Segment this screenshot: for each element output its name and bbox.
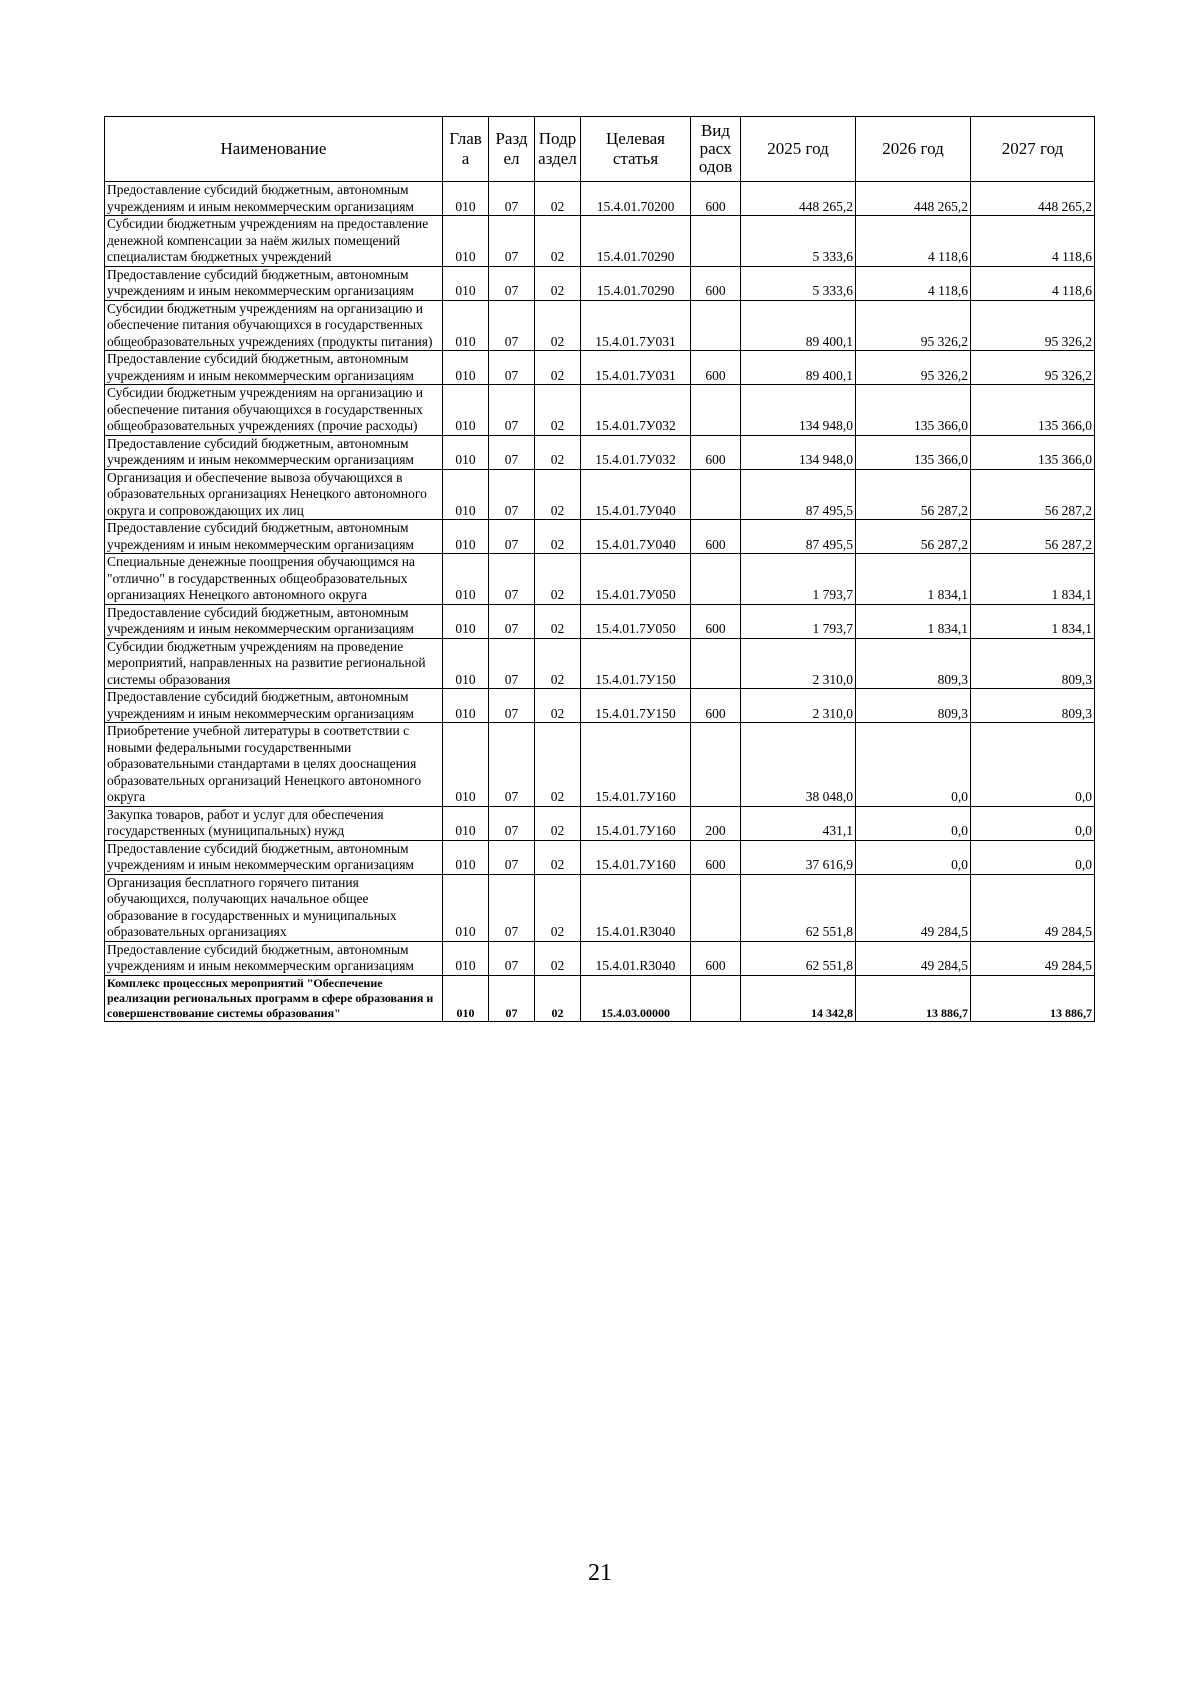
cell-glava: 010 <box>443 840 489 874</box>
cell-razdel: 07 <box>489 874 535 941</box>
table-row <box>105 840 1095 874</box>
table-body <box>105 182 1095 1022</box>
cell-name: Организация бесплатного горячего питания обучающихся, получающих начальное общее образование в государственных и муниципальных образовательных организациях <box>105 874 443 941</box>
cell-glava: 010 <box>443 469 489 520</box>
cell-name: Субсидии бюджетным учреждениям на организацию и обеспечение питания обучающихся в государственных общеобразовательных учреждениях (прочие расходы) <box>105 385 443 436</box>
cell-vid: 600 <box>691 182 741 216</box>
table-row <box>105 554 1095 605</box>
cell-glava: 010 <box>443 554 489 605</box>
cell-name: Специальные денежные поощрения обучающимся на "отлично" в государственных общеобразовательных организациях Ненецкого автономного округа <box>105 554 443 605</box>
cell-name: Предоставление субсидий бюджетным, автономным учреждениям и иным некоммерческим организациям <box>105 182 443 216</box>
cell-target: 15.4.03.00000 <box>581 975 691 1021</box>
cell-2027: 13 886,7 <box>971 975 1095 1021</box>
cell-2027: 95 326,2 <box>971 300 1095 351</box>
cell-2025: 38 048,0 <box>741 723 856 807</box>
cell-target: 15.4.01.R3040 <box>581 941 691 975</box>
budget-sheet <box>104 116 1094 1022</box>
cell-2026: 0,0 <box>856 840 971 874</box>
cell-podrazdel: 02 <box>535 351 581 385</box>
cell-name: Предоставление субсидий бюджетным, автономным учреждениям и иным некоммерческим организациям <box>105 351 443 385</box>
cell-target: 15.4.01.70290 <box>581 266 691 300</box>
table-row <box>105 469 1095 520</box>
table-row <box>105 604 1095 638</box>
cell-2026: 0,0 <box>856 806 971 840</box>
cell-2025: 37 616,9 <box>741 840 856 874</box>
cell-razdel: 07 <box>489 554 535 605</box>
cell-glava: 010 <box>443 266 489 300</box>
cell-vid: 600 <box>691 435 741 469</box>
cell-2027: 56 287,2 <box>971 469 1095 520</box>
cell-razdel: 07 <box>489 689 535 723</box>
cell-2025: 2 310,0 <box>741 689 856 723</box>
cell-name: Предоставление субсидий бюджетным, автономным учреждениям и иным некоммерческим организациям <box>105 266 443 300</box>
page-number: 21 <box>588 1560 612 1586</box>
cell-vid: 600 <box>691 689 741 723</box>
cell-name: Предоставление субсидий бюджетным, автономным учреждениям и иным некоммерческим организациям <box>105 941 443 975</box>
cell-razdel: 07 <box>489 520 535 554</box>
cell-podrazdel: 02 <box>535 385 581 436</box>
table-row <box>105 689 1095 723</box>
table-row <box>105 435 1095 469</box>
header-2025: 2025 год <box>741 117 856 182</box>
cell-vid: 600 <box>691 840 741 874</box>
cell-razdel: 07 <box>489 216 535 267</box>
cell-2025: 89 400,1 <box>741 351 856 385</box>
cell-razdel: 07 <box>489 351 535 385</box>
cell-podrazdel: 02 <box>535 874 581 941</box>
cell-podrazdel: 02 <box>535 840 581 874</box>
cell-target: 15.4.01.7У160 <box>581 806 691 840</box>
cell-podrazdel: 02 <box>535 182 581 216</box>
cell-podrazdel: 02 <box>535 806 581 840</box>
cell-podrazdel: 02 <box>535 435 581 469</box>
cell-2026: 95 326,2 <box>856 351 971 385</box>
cell-podrazdel: 02 <box>535 638 581 689</box>
cell-2026: 809,3 <box>856 638 971 689</box>
cell-2027: 0,0 <box>971 806 1095 840</box>
cell-2027: 135 366,0 <box>971 385 1095 436</box>
cell-2025: 89 400,1 <box>741 300 856 351</box>
table-row <box>105 941 1095 975</box>
cell-target: 15.4.01.7У031 <box>581 300 691 351</box>
cell-target: 15.4.01.70200 <box>581 182 691 216</box>
cell-target: 15.4.01.7У150 <box>581 638 691 689</box>
cell-2025: 134 948,0 <box>741 435 856 469</box>
cell-glava: 010 <box>443 182 489 216</box>
cell-podrazdel: 02 <box>535 975 581 1021</box>
cell-2027: 1 834,1 <box>971 604 1095 638</box>
cell-2025: 134 948,0 <box>741 385 856 436</box>
cell-2027: 95 326,2 <box>971 351 1095 385</box>
cell-glava: 010 <box>443 689 489 723</box>
cell-razdel: 07 <box>489 941 535 975</box>
cell-name: Предоставление субсидий бюджетным, автономным учреждениям и иным некоммерческим организациям <box>105 604 443 638</box>
cell-razdel: 07 <box>489 182 535 216</box>
cell-2025: 62 551,8 <box>741 941 856 975</box>
cell-podrazdel: 02 <box>535 941 581 975</box>
cell-2027: 56 287,2 <box>971 520 1095 554</box>
cell-vid: 600 <box>691 351 741 385</box>
cell-glava: 010 <box>443 638 489 689</box>
cell-2025: 448 265,2 <box>741 182 856 216</box>
cell-podrazdel: 02 <box>535 554 581 605</box>
header-glava: Глав а <box>443 117 489 182</box>
cell-razdel: 07 <box>489 638 535 689</box>
cell-glava: 010 <box>443 874 489 941</box>
cell-name: Субсидии бюджетным учреждениям на организацию и обеспечение питания обучающихся в государственных общеобразовательных учреждениях (продукты питания) <box>105 300 443 351</box>
table-row <box>105 300 1095 351</box>
cell-glava: 010 <box>443 604 489 638</box>
cell-vid <box>691 300 741 351</box>
cell-podrazdel: 02 <box>535 266 581 300</box>
cell-target: 15.4.01.R3040 <box>581 874 691 941</box>
cell-vid <box>691 469 741 520</box>
cell-2025: 5 333,6 <box>741 266 856 300</box>
cell-vid <box>691 874 741 941</box>
cell-vid: 600 <box>691 520 741 554</box>
cell-2027: 49 284,5 <box>971 874 1095 941</box>
cell-2025: 2 310,0 <box>741 638 856 689</box>
cell-2027: 0,0 <box>971 723 1095 807</box>
cell-2026: 0,0 <box>856 723 971 807</box>
cell-razdel: 07 <box>489 469 535 520</box>
cell-2026: 4 118,6 <box>856 216 971 267</box>
cell-razdel: 07 <box>489 385 535 436</box>
cell-razdel: 07 <box>489 604 535 638</box>
cell-2026: 448 265,2 <box>856 182 971 216</box>
cell-name: Организация и обеспечение вывоза обучающихся в образовательных организациях Ненецкого автономного округа и сопровождающих их лиц <box>105 469 443 520</box>
cell-target: 15.4.01.7У032 <box>581 385 691 436</box>
cell-vid <box>691 975 741 1021</box>
cell-2027: 135 366,0 <box>971 435 1095 469</box>
table-row <box>105 806 1095 840</box>
cell-target: 15.4.01.7У040 <box>581 520 691 554</box>
cell-2026: 809,3 <box>856 689 971 723</box>
table-row <box>105 266 1095 300</box>
cell-name: Предоставление субсидий бюджетным, автономным учреждениям и иным некоммерческим организациям <box>105 689 443 723</box>
cell-podrazdel: 02 <box>535 604 581 638</box>
cell-glava: 010 <box>443 435 489 469</box>
cell-target: 15.4.01.7У040 <box>581 469 691 520</box>
header-podrazdel: Подр аздел <box>535 117 581 182</box>
cell-2026: 1 834,1 <box>856 554 971 605</box>
cell-glava: 010 <box>443 385 489 436</box>
cell-2027: 49 284,5 <box>971 941 1095 975</box>
cell-vid: 600 <box>691 266 741 300</box>
cell-target: 15.4.01.7У032 <box>581 435 691 469</box>
cell-2026: 13 886,7 <box>856 975 971 1021</box>
cell-2027: 809,3 <box>971 689 1095 723</box>
header-row <box>105 117 1095 182</box>
cell-vid <box>691 638 741 689</box>
table-row <box>105 351 1095 385</box>
cell-2026: 4 118,6 <box>856 266 971 300</box>
header-2027: 2027 год <box>971 117 1095 182</box>
cell-glava: 010 <box>443 941 489 975</box>
cell-razdel: 07 <box>489 266 535 300</box>
cell-razdel: 07 <box>489 300 535 351</box>
cell-2026: 49 284,5 <box>856 941 971 975</box>
table-row <box>105 638 1095 689</box>
cell-2027: 4 118,6 <box>971 266 1095 300</box>
cell-glava: 010 <box>443 806 489 840</box>
cell-glava: 010 <box>443 723 489 807</box>
cell-2025: 5 333,6 <box>741 216 856 267</box>
cell-glava: 010 <box>443 216 489 267</box>
cell-podrazdel: 02 <box>535 216 581 267</box>
cell-2026: 49 284,5 <box>856 874 971 941</box>
cell-razdel: 07 <box>489 435 535 469</box>
cell-2025: 87 495,5 <box>741 469 856 520</box>
table-row <box>105 874 1095 941</box>
cell-vid <box>691 385 741 436</box>
cell-2027: 809,3 <box>971 638 1095 689</box>
cell-vid <box>691 723 741 807</box>
cell-target: 15.4.01.7У160 <box>581 723 691 807</box>
cell-glava: 010 <box>443 300 489 351</box>
cell-target: 15.4.01.7У160 <box>581 840 691 874</box>
header-vid: Вид расх одов <box>691 117 741 182</box>
cell-vid: 600 <box>691 941 741 975</box>
cell-target: 15.4.01.70290 <box>581 216 691 267</box>
cell-name: Субсидии бюджетным учреждениям на проведение мероприятий, направленных на развитие региональной системы образования <box>105 638 443 689</box>
cell-vid <box>691 216 741 267</box>
cell-glava: 010 <box>443 520 489 554</box>
cell-2025: 1 793,7 <box>741 604 856 638</box>
cell-podrazdel: 02 <box>535 723 581 807</box>
cell-2027: 1 834,1 <box>971 554 1095 605</box>
table-row <box>105 975 1095 1021</box>
cell-razdel: 07 <box>489 723 535 807</box>
cell-2025: 14 342,8 <box>741 975 856 1021</box>
cell-2027: 0,0 <box>971 840 1095 874</box>
table-row <box>105 723 1095 807</box>
cell-podrazdel: 02 <box>535 689 581 723</box>
cell-target: 15.4.01.7У150 <box>581 689 691 723</box>
cell-vid: 200 <box>691 806 741 840</box>
cell-2025: 1 793,7 <box>741 554 856 605</box>
table-row <box>105 216 1095 267</box>
table-row <box>105 182 1095 216</box>
cell-name: Предоставление субсидий бюджетным, автономным учреждениям и иным некоммерческим организациям <box>105 435 443 469</box>
header-razdel: Разд ел <box>489 117 535 182</box>
cell-target: 15.4.01.7У050 <box>581 554 691 605</box>
header-name: Наименование <box>105 117 443 182</box>
cell-2026: 1 834,1 <box>856 604 971 638</box>
table-row <box>105 520 1095 554</box>
cell-2026: 56 287,2 <box>856 520 971 554</box>
cell-name: Закупка товаров, работ и услуг для обеспечения государственных (муниципальных) нужд <box>105 806 443 840</box>
cell-2025: 62 551,8 <box>741 874 856 941</box>
cell-2027: 4 118,6 <box>971 216 1095 267</box>
cell-podrazdel: 02 <box>535 520 581 554</box>
budget-table <box>104 116 1095 1022</box>
table-row <box>105 385 1095 436</box>
cell-vid: 600 <box>691 604 741 638</box>
cell-2026: 135 366,0 <box>856 385 971 436</box>
cell-name: Субсидии бюджетным учреждениям на предоставление денежной компенсации за наём жилых помещений специалистам бюджетных учреждений <box>105 216 443 267</box>
cell-2026: 95 326,2 <box>856 300 971 351</box>
cell-2027: 448 265,2 <box>971 182 1095 216</box>
cell-name: Предоставление субсидий бюджетным, автономным учреждениям и иным некоммерческим организациям <box>105 840 443 874</box>
cell-target: 15.4.01.7У050 <box>581 604 691 638</box>
cell-vid <box>691 554 741 605</box>
cell-razdel: 07 <box>489 840 535 874</box>
cell-podrazdel: 02 <box>535 300 581 351</box>
cell-razdel: 07 <box>489 975 535 1021</box>
cell-name: Предоставление субсидий бюджетным, автономным учреждениям и иным некоммерческим организациям <box>105 520 443 554</box>
cell-glava: 010 <box>443 975 489 1021</box>
cell-podrazdel: 02 <box>535 469 581 520</box>
cell-razdel: 07 <box>489 806 535 840</box>
cell-target: 15.4.01.7У031 <box>581 351 691 385</box>
cell-name: Комплекс процессных мероприятий "Обеспечение реализации региональных программ в сфере образования и совершенствование системы образования" <box>105 975 443 1021</box>
cell-2026: 56 287,2 <box>856 469 971 520</box>
cell-glava: 010 <box>443 351 489 385</box>
header-2026: 2026 год <box>856 117 971 182</box>
cell-2025: 87 495,5 <box>741 520 856 554</box>
cell-2026: 135 366,0 <box>856 435 971 469</box>
cell-2025: 431,1 <box>741 806 856 840</box>
header-target: Целевая статья <box>581 117 691 182</box>
cell-name: Приобретение учебной литературы в соответствии с новыми федеральными государственными образовательными стандартами в целях дооснащения образовательных организаций Ненецкого автономного округа <box>105 723 443 807</box>
